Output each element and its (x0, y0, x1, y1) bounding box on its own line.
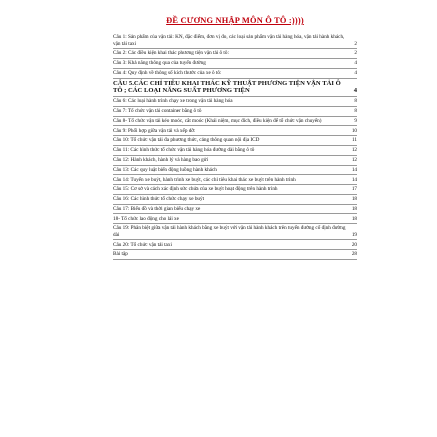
toc-entry[interactable] (113, 69, 357, 79)
toc-entry-page-number: 18 (351, 205, 357, 212)
toc-entry[interactable] (113, 33, 357, 49)
toc-entry-page-number: 28 (351, 251, 357, 258)
toc-entry-text: Câu 10: Tổ chức vận tải đa phương thức, cảng thông quan nội địa ICD (113, 137, 260, 144)
toc-entry[interactable] (113, 224, 357, 240)
toc-entry-page-number: 4 (353, 87, 357, 95)
toc-entry[interactable] (113, 97, 357, 107)
toc-entry[interactable] (113, 185, 357, 195)
toc-entry-page-number: 18 (351, 215, 357, 222)
toc-entry-text: Câu 19: Phân biệt giữa vận tải hành khách bằng xe buýt với vận tải hành khách trên tuyến đường cố định đường dài (113, 225, 346, 238)
toc-entry-page-number: 14 (351, 166, 357, 173)
toc-entry-text: Câu 17: Biểu đồ và thời gian biểu chạy xe (113, 205, 201, 212)
toc-entry-text: Câu 4: Quy định về thông số kích thước của xe ô tô: (113, 69, 222, 76)
toc-entry-page-number: 18 (351, 196, 357, 203)
toc-entry[interactable] (113, 136, 357, 146)
table-of-contents (113, 33, 357, 260)
toc-entry[interactable] (113, 240, 357, 250)
toc-entry-text: Câu 11: Các hình thức tổ chức vận tải hàng hóa đường dài bằng ô tô (113, 147, 255, 154)
toc-entry[interactable] (113, 146, 357, 156)
toc-entry-text: Câu 16: Các hình thức tổ chức chạy xe buýt (113, 196, 205, 203)
toc-entry-text: CÂU 5.CÁC CHỈ TIÊU KHAI THÁC KỸ THUẬT PHƯƠNG TIỆN VẬN TẢI Ô TÔ ; CÁC LOẠI NĂNG SUẤT PHƯƠNG TIỆN (113, 79, 341, 95)
toc-entry[interactable] (113, 156, 357, 166)
toc-entry-text: Câu 6: Các loại hành trình chạy xe trong vận tải hàng hóa (113, 98, 233, 105)
toc-entry-page-number: 12 (351, 147, 357, 154)
toc-entry[interactable] (113, 214, 357, 224)
toc-entry-page-number: 19 (351, 231, 357, 238)
toc-entry-text: Câu 15: Cơ sở và cách xác định sức chứa của xe buýt hoạt động trên hành trình (113, 186, 278, 193)
toc-entry[interactable] (113, 205, 357, 215)
toc-entry-page-number: 2 (354, 50, 357, 57)
toc-entry-text: Câu 1: Sản phẩm của vận tải: KN, đặc điểm, đơn vị đo, các loại sản phẩm vận tải hàng hóa, vận tải hành khách, vận tải taxi (113, 34, 345, 47)
toc-entry-page-number: 8 (354, 98, 357, 105)
toc-entry[interactable] (113, 107, 357, 117)
toc-entry[interactable] (113, 195, 357, 205)
toc-entry-page-number: 9 (354, 117, 357, 124)
toc-entry-page-number: 20 (351, 241, 357, 248)
toc-entry-text: Câu 13: Các quy luật biến động luồng hành khách (113, 166, 217, 173)
toc-entry-page-number: 12 (351, 156, 357, 163)
toc-entry[interactable] (113, 79, 357, 98)
toc-entry-page-number: 10 (351, 127, 357, 134)
toc-entry[interactable] (113, 117, 357, 127)
toc-entry-page-number: 2 (354, 40, 357, 47)
toc-entry[interactable] (113, 59, 357, 69)
document-title: ĐỀ CƯƠNG NHẬP MÔN Ô TÔ :)))) (166, 16, 304, 25)
toc-entry[interactable] (113, 175, 357, 185)
toc-entry-text: Câu 12: Hành khách, hành lý và hàng bao gửi (113, 156, 209, 163)
toc-entry-page-number: 11 (352, 137, 357, 144)
toc-entry[interactable] (113, 49, 357, 59)
toc-entry-page-number: 17 (351, 186, 357, 193)
toc-entry-text: Câu 14: Tuyến xe buýt, hành trình xe buýt, các chỉ tiêu khai thác xe buýt trên hành trình (113, 176, 296, 183)
toc-entry[interactable] (113, 126, 357, 136)
toc-entry[interactable] (113, 166, 357, 176)
toc-entry-text: Câu 9: Phối hợp giữa vận tải và xếp dỡ: (113, 127, 196, 134)
toc-entry-page-number: 4 (354, 60, 357, 67)
toc-entry-text: 18- Tổ chức lao động cho lái xe (113, 215, 179, 222)
toc-entry-text: Câu 7: Tổ chức vận tải container bằng ô tô (113, 108, 202, 115)
toc-entry-text: Câu 3: Khả năng thông qua của tuyến đường (113, 60, 206, 67)
toc-entry-page-number: 14 (351, 176, 357, 183)
toc-entry[interactable] (113, 250, 357, 260)
toc-entry-text: Bài tập (113, 251, 128, 258)
toc-entry-text: Câu 20: Tổ chức vận tải taxi (113, 241, 172, 248)
toc-entry-page-number: 8 (354, 108, 357, 115)
toc-entry-page-number: 4 (354, 69, 357, 76)
toc-entry-text: Câu 2: Các điều kiện khai thác phương tiện vận tải ô tô: (113, 50, 229, 57)
toc-entry-text: Câu 8- Tổ chức vận tải kéo moóc, cắt moóc (Khái niệm, mục đích, điều kiện để tổ chức vận chuyển) (113, 117, 322, 124)
